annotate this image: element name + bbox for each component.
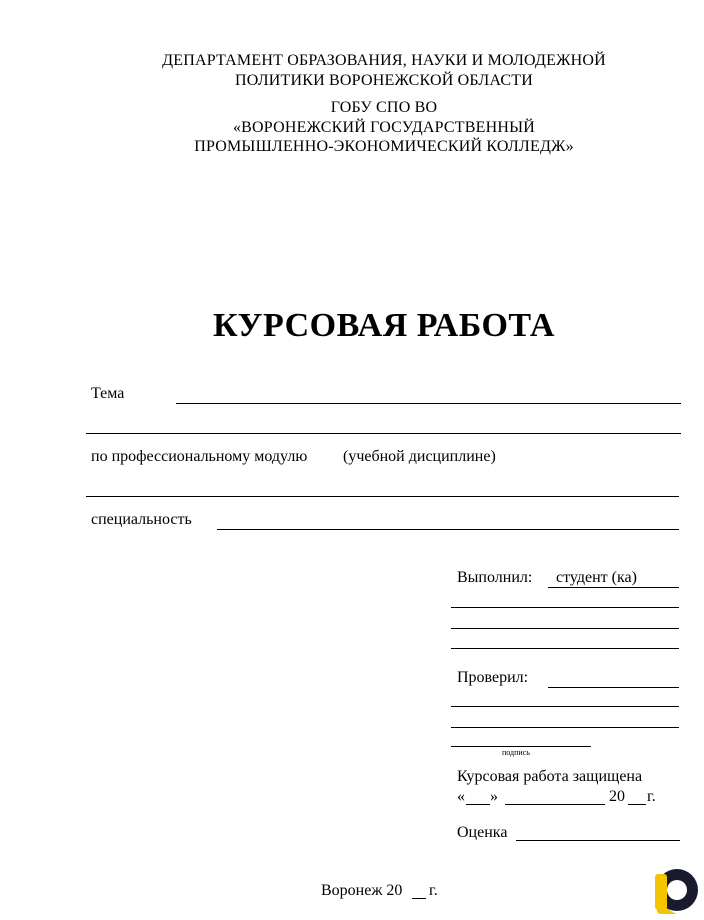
specialty-line	[217, 529, 679, 530]
department-line-2: ПОЛИТИКИ ВОРОНЕЖСКОЙ ОБЛАСТИ	[234, 72, 534, 89]
defense-close-quote: »	[490, 788, 498, 805]
defense-year-line	[628, 804, 646, 805]
completed-by-line	[548, 587, 679, 588]
checked-line-2	[451, 706, 679, 707]
brand-logo-icon	[651, 864, 699, 916]
department-line-1: ДЕПАРТАМЕНТ ОБРАЗОВАНИЯ, НАУКИ И МОЛОДЕЖНОЙ	[162, 52, 606, 69]
topic-label: Тема	[91, 385, 125, 402]
defense-text: Курсовая работа защищена	[457, 768, 643, 785]
module-line	[86, 496, 679, 497]
institution-name-line-2: ПРОМЫШЛЕННО-ЭКОНОМИЧЕСКИЙ КОЛЛЕДЖ»	[194, 138, 574, 155]
completed-line-2	[451, 607, 679, 608]
document-title: КУРСОВАЯ РАБОТА	[213, 307, 555, 344]
signature-caption: подпись	[502, 748, 530, 757]
defense-open-quote: «	[457, 788, 465, 805]
completed-by-value: студент (ка)	[556, 569, 637, 586]
defense-month-line	[505, 804, 605, 805]
defense-year-suffix: г.	[647, 788, 656, 805]
completed-line-4	[451, 648, 679, 649]
specialty-label: специальность	[91, 511, 192, 528]
grade-label: Оценка	[457, 824, 508, 841]
signature-line	[451, 746, 591, 747]
footer-year-suffix: г.	[429, 882, 438, 899]
topic-line-2	[86, 433, 681, 434]
topic-line	[176, 403, 681, 404]
module-label: по профессиональному модулю	[91, 448, 308, 465]
completed-line-3	[451, 628, 679, 629]
institution-name-line-1: «ВОРОНЕЖСКИЙ ГОСУДАРСТВЕННЫЙ	[232, 119, 536, 136]
module-hint: (учебной дисциплине)	[343, 448, 496, 465]
footer-year-line	[412, 898, 426, 899]
checked-by-label: Проверил:	[457, 669, 529, 686]
institution-type: ГОБУ СПО ВО	[330, 99, 438, 116]
defense-year-prefix: 20	[609, 788, 625, 805]
completed-by-label: Выполнил:	[457, 569, 533, 586]
footer-city-year: Воронеж 20	[321, 882, 403, 899]
defense-day-line	[466, 804, 490, 805]
grade-line	[516, 840, 680, 841]
checked-line-3	[451, 727, 679, 728]
checked-by-line	[548, 687, 679, 688]
